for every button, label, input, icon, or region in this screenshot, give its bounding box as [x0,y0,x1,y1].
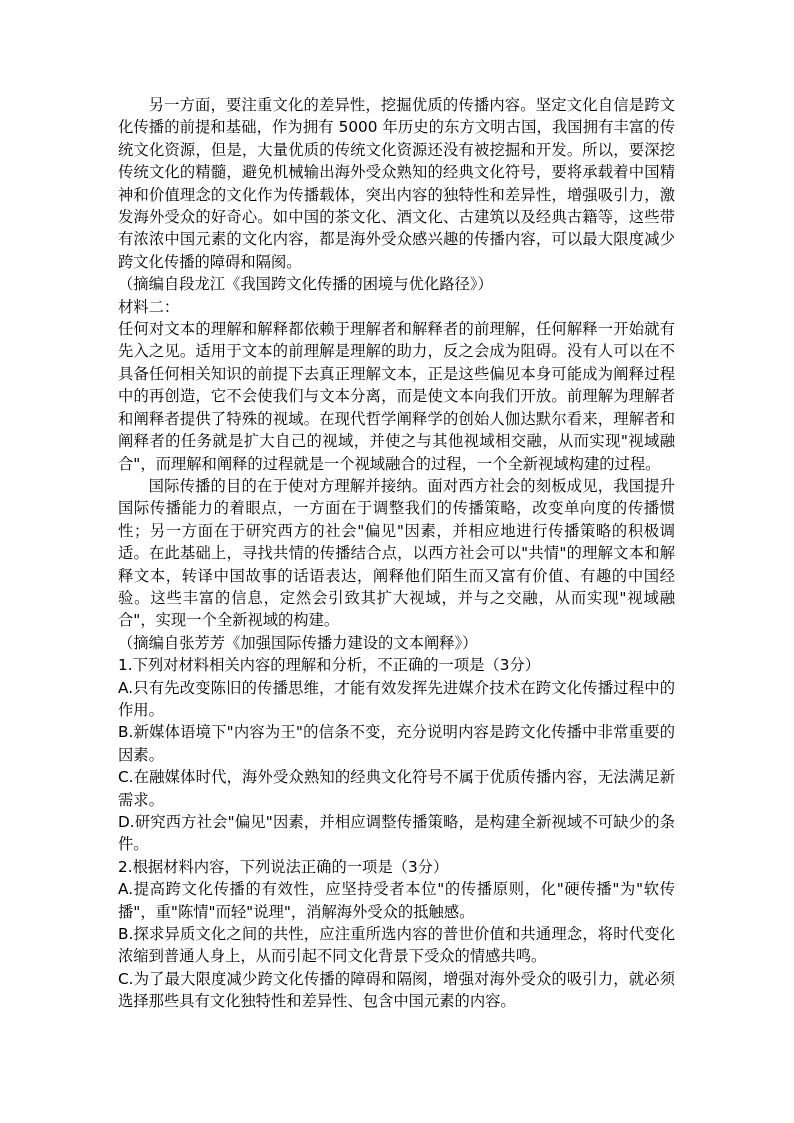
question-1-option-d: D.研究西方社会"偏见"因素，并相应调整传播策略，是构建全新视域不可缺少的条件。 [118,813,675,854]
question-2-option-c: C.为了最大限度减少跨文化传播的障碍和隔阂，增强对海外受众的吸引力，就必须选择那些具有文化独特性和差异性、包含中国元素的内容。 [118,969,675,1011]
material-two-label: 材料二： [118,297,180,316]
question-1-option-a: A.只有先改变陈旧的传播思维，才能有效发挥先进媒介技术在跨文化传播过程中的作用。 [118,678,675,719]
question-2-option-a: A.提高跨文化传播的有效性，应坚持受者本位"的传播原则，化"硬传播"为"软传播"，重"陈情"而轻"说理"，消解海外受众的抵触感。 [118,880,675,921]
source-citation-2: （摘编自张芳芳《加强国际传播力建设的文本阐释》） [118,633,478,652]
document-page [118,94,675,1013]
paragraph-international-communication: 国际传播的目的在于使对方理解并接纳。面对西方社会的刻板成见，我国提升国际传播能力的着眼点，一方面在于调整我们的传播策略，改变单向度的传播惯性；另一方面在于研究西方的社会"偏见"因素，并相应地进行传播策略的积极调适。在此基础上，寻找共情的传播结合点，以西方社会可以"共情"的理解文本和解释文本，转译中国故事的话语表达，阐释他们陌生而又富有价值、有趣的中国经验。这些丰富的信息，定然会引致其扩大视域，并与之交融，从而实现"视域融合"，实现一个全新视域的构建。 [118,476,675,630]
paragraph-pre-understanding: 任何对文本的理解和解释都依赖于理解者和解释者的前理解，任何解释一开始就有先入之见。适用于文本的前理解是理解的助力，反之会成为阻碍。没有人可以在不具备任何相关知识的前提下去真正理解文本，正是这些偏见本身可能成为阐释过程中的再创造，它不会使我们与文本分离，而是使文本向我们开放。前理解为理解者和阐释者提供了特殊的视域。在现代哲学阐释学的创始人伽达默尔看来，理解者和阐释者的任务就是扩大自己的视域，并使之与其他视域相交融，从而实现"视域融合"，而理解和阐释的过程就是一个视域融合的过程，一个全新视域构建的过程。 [118,320,675,473]
source-citation-1: （摘编自段龙江《我国跨文化传播的困境与优化路径》） [118,275,493,294]
question-2-option-b: B.探求异质文化之间的共性，应注重所选内容的普世价值和共通理念，将时代变化浓缩到普通人身上，从而引起不同文化背景下受众的情感共鸣。 [118,925,675,966]
question-2-stem: 2.根据材料内容，下列说法正确的一项是（3分） [118,857,449,876]
question-1-option-b: B.新媒体语境下"内容为王"的信条不变，充分说明内容是跨文化传播中非常重要的因素。 [118,723,675,764]
paragraph-cultural-difference: 另一方面，要注重文化的差异性，挖掘优质的传播内容。坚定文化自信是跨文化传播的前提和基础，作为拥有 5000 年历史的东方文明古国，我国拥有丰富的传统文化资源，但是，大量优质的传统文化资源还没有被挖掘和开发。所以，要深挖传统文化的精髓，避免机械输出海外受众熟知的经典文化符号，要将承载着中国精神和价值理念的文化作为传播载体，突出内容的独特性和差异性，增强吸引力，激发海外受众的好奇心。如中国的茶文化、酒文化、古建筑以及经典古籍等，这些带有浓浓中国元素的文化内容，都是海外受众感兴趣的传播内容，可以最大限度减少跨文化传播的障碍和隔阂。 [118,96,675,271]
question-1-option-c: C.在融媒体时代，海外受众熟知的经典文化符号不属于优质传播内容，无法满足新需求。 [118,768,675,809]
question-1-stem: 1.下列对材料相关内容的理解和分析，不正确的一项是（3分） [118,656,541,675]
